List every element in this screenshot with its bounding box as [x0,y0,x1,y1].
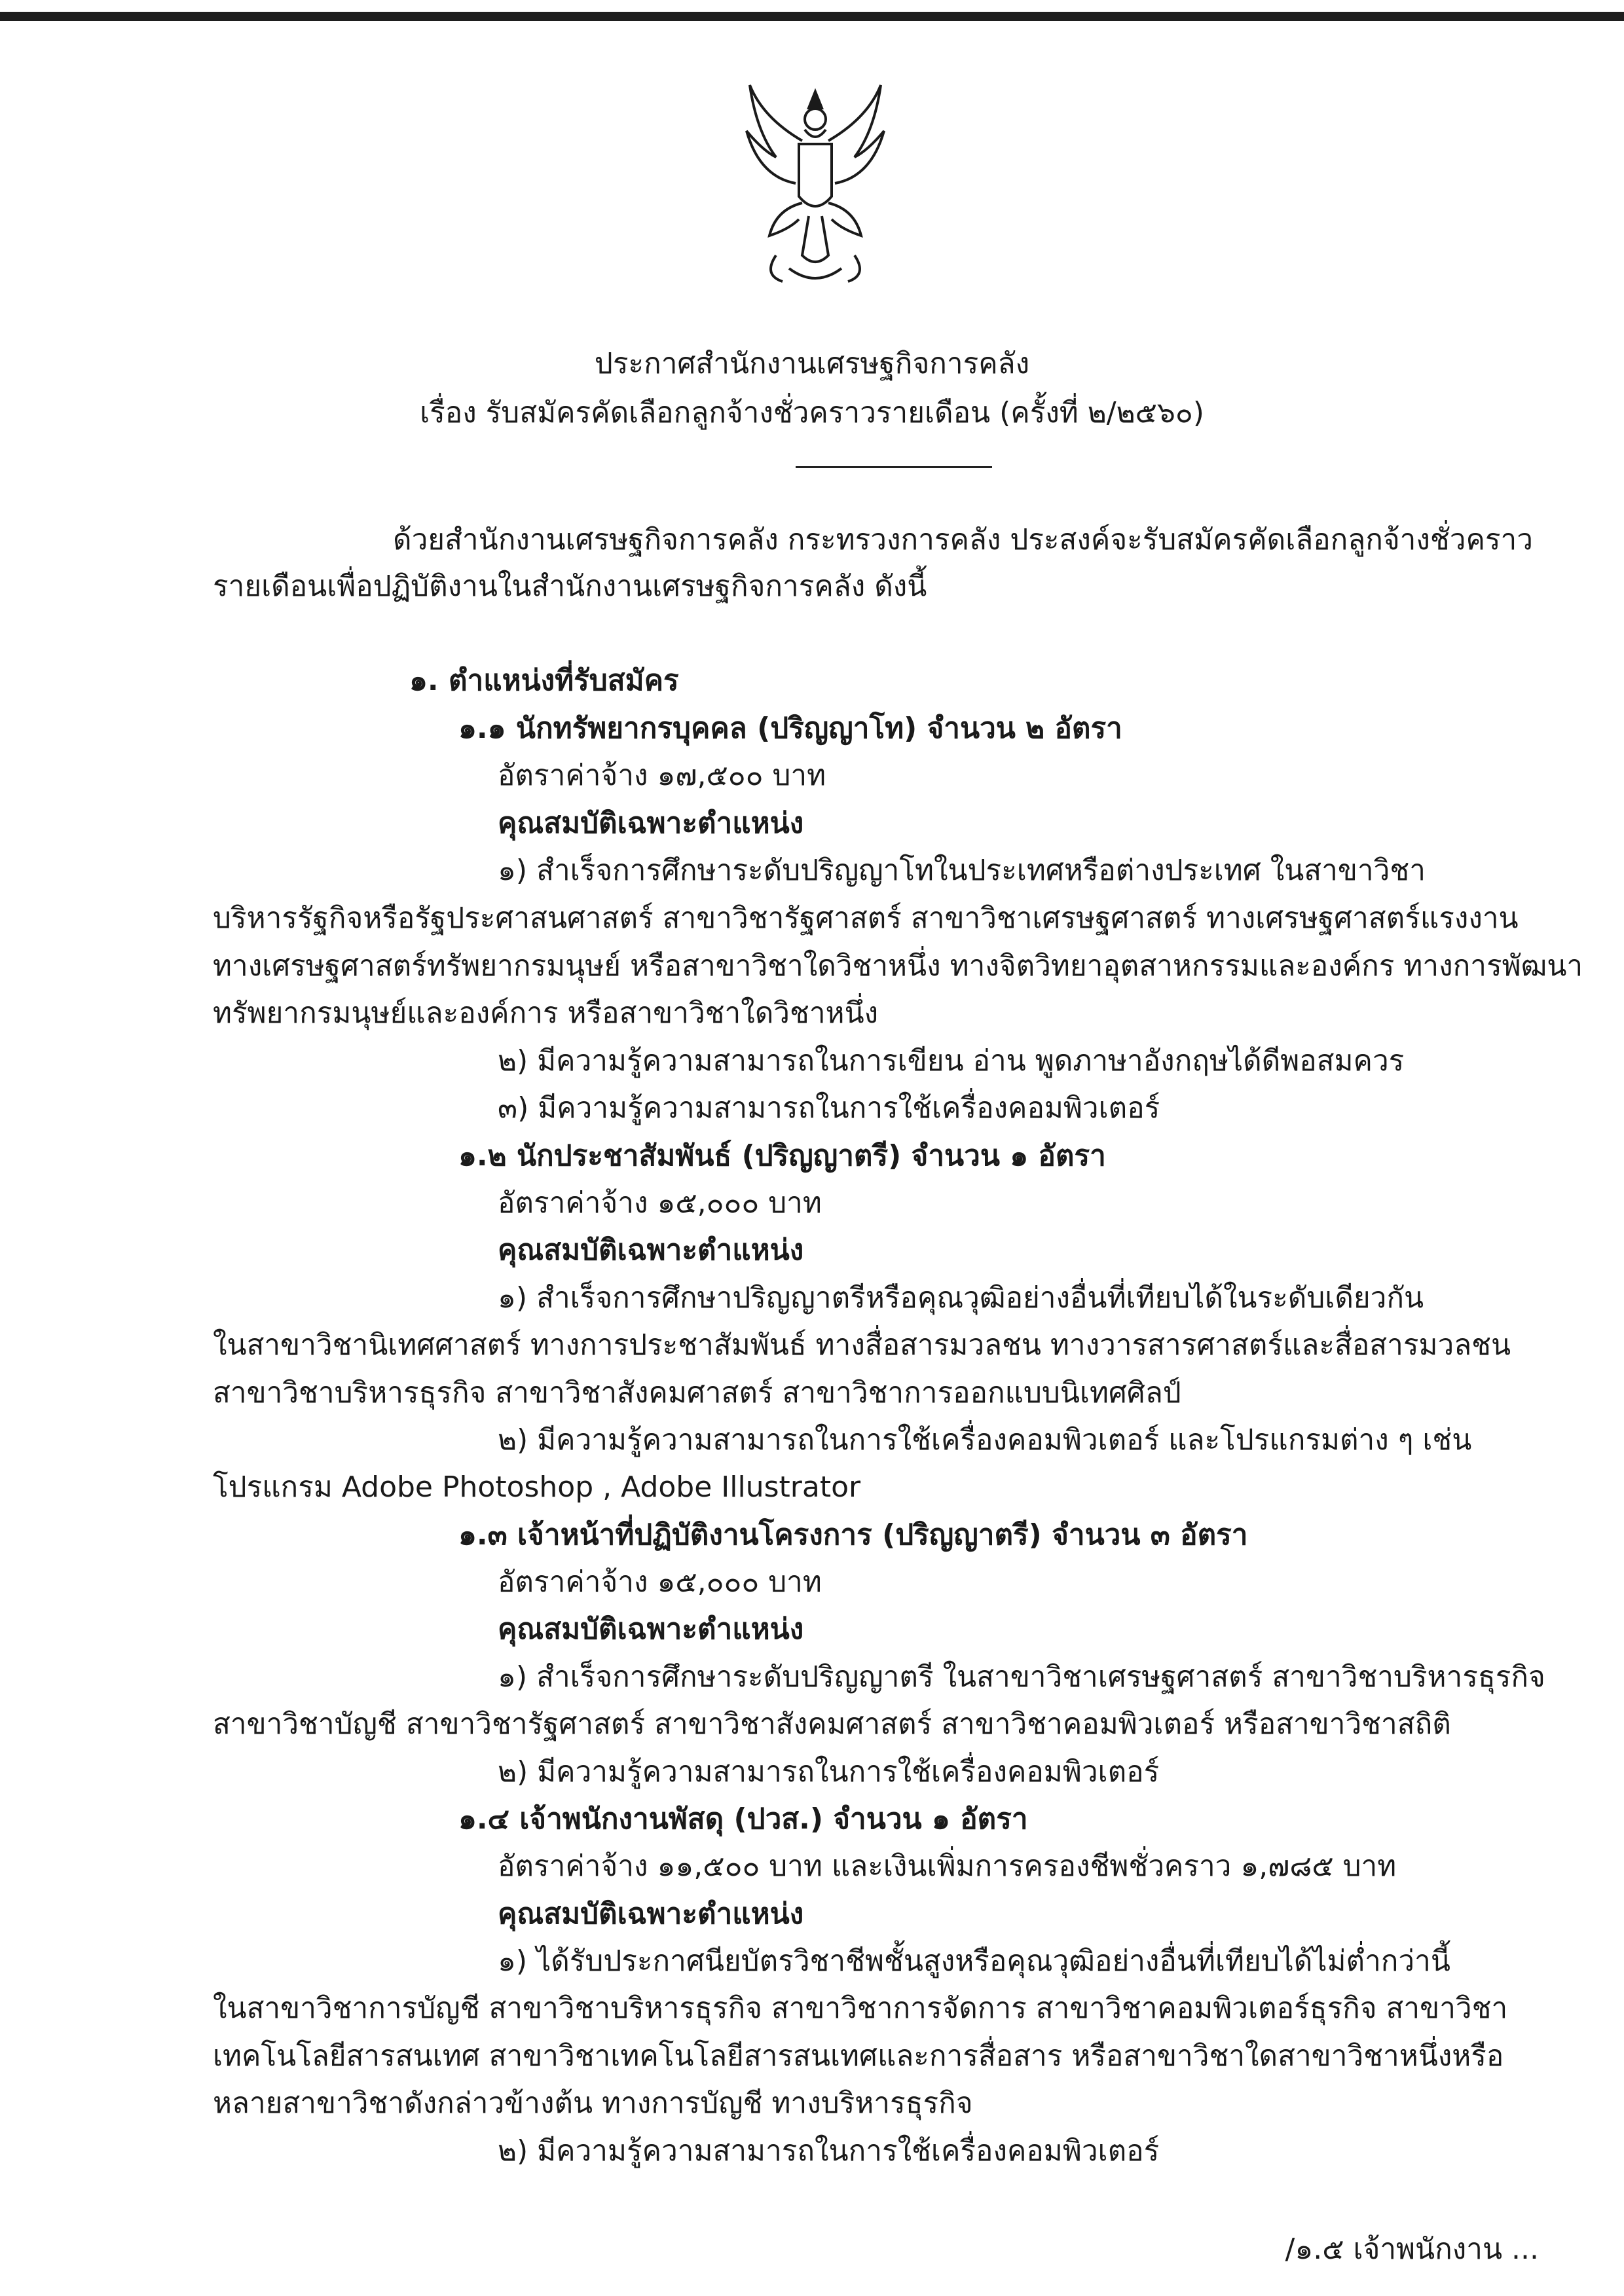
next-page-reference: /๑.๕ เจ้าพนักงาน ... [1285,2232,1539,2266]
position-wage: อัตราค่าจ้าง ๑๑,๕๐๐ บาท และเงินเพิ่มการครองชีพชั่วคราว ๑,๗๘๕ บาท [498,1850,1397,1883]
garuda-emblem-icon [737,79,894,295]
section-heading: ๑. ตำแหน่งที่รับสมัคร [409,664,679,697]
qualification-line: ๒) มีความรู้ความสามารถในการเขียน อ่าน พูดภาษาอังกฤษได้ดีพอสมควร [498,1044,1405,1078]
document-title: ประกาศสำนักงานเศรษฐกิจการคลัง [594,347,1030,380]
position-wage: อัตราค่าจ้าง ๑๗,๕๐๐ บาท [498,759,826,792]
qualification-line: ๑) ได้รับประกาศนียบัตรวิชาชีพชั้นสูงหรือคุณวุฒิอย่างอื่นที่เทียบได้ไม่ต่ำกว่านี้ [498,1944,1450,1978]
qualification-line: ในสาขาวิชาการบัญชี สาขาวิชาบริหารธุรกิจ สาขาวิชาการจัดการ สาขาวิชาคอมพิวเตอร์ธุรกิจ สาขาวิชา [213,1992,1508,2025]
qualification-line: เทคโนโลยีสารสนเทศ สาขาวิชาเทคโนโลยีสารสนเทศและการสื่อสาร หรือสาขาวิชาใดสาขาวิชาหนึ่งหรือ [213,2039,1504,2073]
qualification-heading: คุณสมบัติเฉพาะตำแหน่ง [498,1897,804,1931]
intro-line-2: รายเดือนเพื่อปฏิบัติงานในสำนักงานเศรษฐกิจการคลัง ดังนี้ [213,570,927,603]
qualification-line: ๒) มีความรู้ความสามารถในการใช้เครื่องคอมพิวเตอร์ และโปรแกรมต่าง ๆ เช่น [498,1423,1472,1457]
qualification-line: ๑) สำเร็จการศึกษาระดับปริญญาโทในประเทศหรือต่างประเทศ ในสาขาวิชา [498,854,1426,887]
qualification-line: หลายสาขาวิชาดังกล่าวข้างต้น ทางการบัญชี ทางบริหารธุรกิจ [213,2086,973,2120]
qualification-line: สาขาวิชาบัญชี สาขาวิชารัฐศาสตร์ สาขาวิชาสังคมศาสตร์ สาขาวิชาคอมพิวเตอร์ หรือสาขาวิชาสถิติ [213,1707,1451,1741]
position-title: ๑.๑ นักทรัพยากรบุคคล (ปริญญาโท) จำนวน ๒ อัตรา [458,712,1122,745]
qualification-line: สาขาวิชาบริหารธุรกิจ สาขาวิชาสังคมศาสตร์ สาขาวิชาการออกแบบนิเทศศิลป์ [213,1376,1181,1410]
qualification-line: ๒) มีความรู้ความสามารถในการใช้เครื่องคอมพิวเตอร์ [498,1755,1160,1789]
qualification-heading: คุณสมบัติเฉพาะตำแหน่ง [498,1233,804,1267]
qualification-heading: คุณสมบัติเฉพาะตำแหน่ง [498,1613,804,1646]
qualification-line: ๑) สำเร็จการศึกษาปริญญาตรีหรือคุณวุฒิอย่างอื่นที่เทียบได้ในระดับเดียวกัน [498,1281,1424,1315]
qualification-line: โปรแกรม Adobe Photoshop , Adobe Illustrator [213,1470,861,1504]
position-wage: อัตราค่าจ้าง ๑๕,๐๐๐ บาท [498,1186,822,1220]
title-underline [796,466,992,468]
qualification-line: ๑) สำเร็จการศึกษาระดับปริญญาตรี ในสาขาวิชาเศรษฐศาสตร์ สาขาวิชาบริหารธุรกิจ [498,1660,1545,1694]
intro-line-1: ด้วยสำนักงานเศรษฐกิจการคลัง กระทรวงการคลัง ประสงค์จะรับสมัครคัดเลือกลูกจ้างชั่วคราว [393,523,1533,556]
qualification-heading: คุณสมบัติเฉพาะตำแหน่ง [498,807,804,840]
document-subject: เรื่อง รับสมัครคัดเลือกลูกจ้างชั่วคราวรายเดือน (ครั้งที่ ๒/๒๕๖๐) [420,396,1204,429]
top-border [0,12,1624,21]
qualification-line: ในสาขาวิชานิเทศศาสตร์ ทางการประชาสัมพันธ์ ทางสื่อสารมวลชน ทางวารสารศาสตร์และสื่อสารมวลชน [213,1328,1511,1362]
qualification-line: ๓) มีความรู้ความสามารถในการใช้เครื่องคอมพิวเตอร์ [498,1091,1160,1125]
qualification-line: บริหารรัฐกิจหรือรัฐประศาสนศาสตร์ สาขาวิชารัฐศาสตร์ สาขาวิชาเศรษฐศาสตร์ ทางเศรษฐศาสตร์แรงงาน [213,902,1519,935]
qualification-line: ทางเศรษฐศาสตร์ทรัพยากรมนุษย์ หรือสาขาวิชาใดวิชาหนึ่ง ทางจิตวิทยาอุตสาหกรรมและองค์กร ทางการพัฒนา [213,949,1583,983]
qualification-line: ๒) มีความรู้ความสามารถในการใช้เครื่องคอมพิวเตอร์ [498,2134,1160,2168]
position-wage: อัตราค่าจ้าง ๑๕,๐๐๐ บาท [498,1565,822,1599]
position-title: ๑.๓ เจ้าหน้าที่ปฏิบัติงานโครงการ (ปริญญาตรี) จำนวน ๓ อัตรา [458,1518,1248,1552]
position-title: ๑.๔ เจ้าพนักงานพัสดุ (ปวส.) จำนวน ๑ อัตรา [458,1802,1028,1836]
qualification-line: ทรัพยากรมนุษย์และองค์การ หรือสาขาวิชาใดวิชาหนึ่ง [213,996,879,1030]
position-title: ๑.๒ นักประชาสัมพันธ์ (ปริญญาตรี) จำนวน ๑ อัตรา [458,1139,1106,1173]
